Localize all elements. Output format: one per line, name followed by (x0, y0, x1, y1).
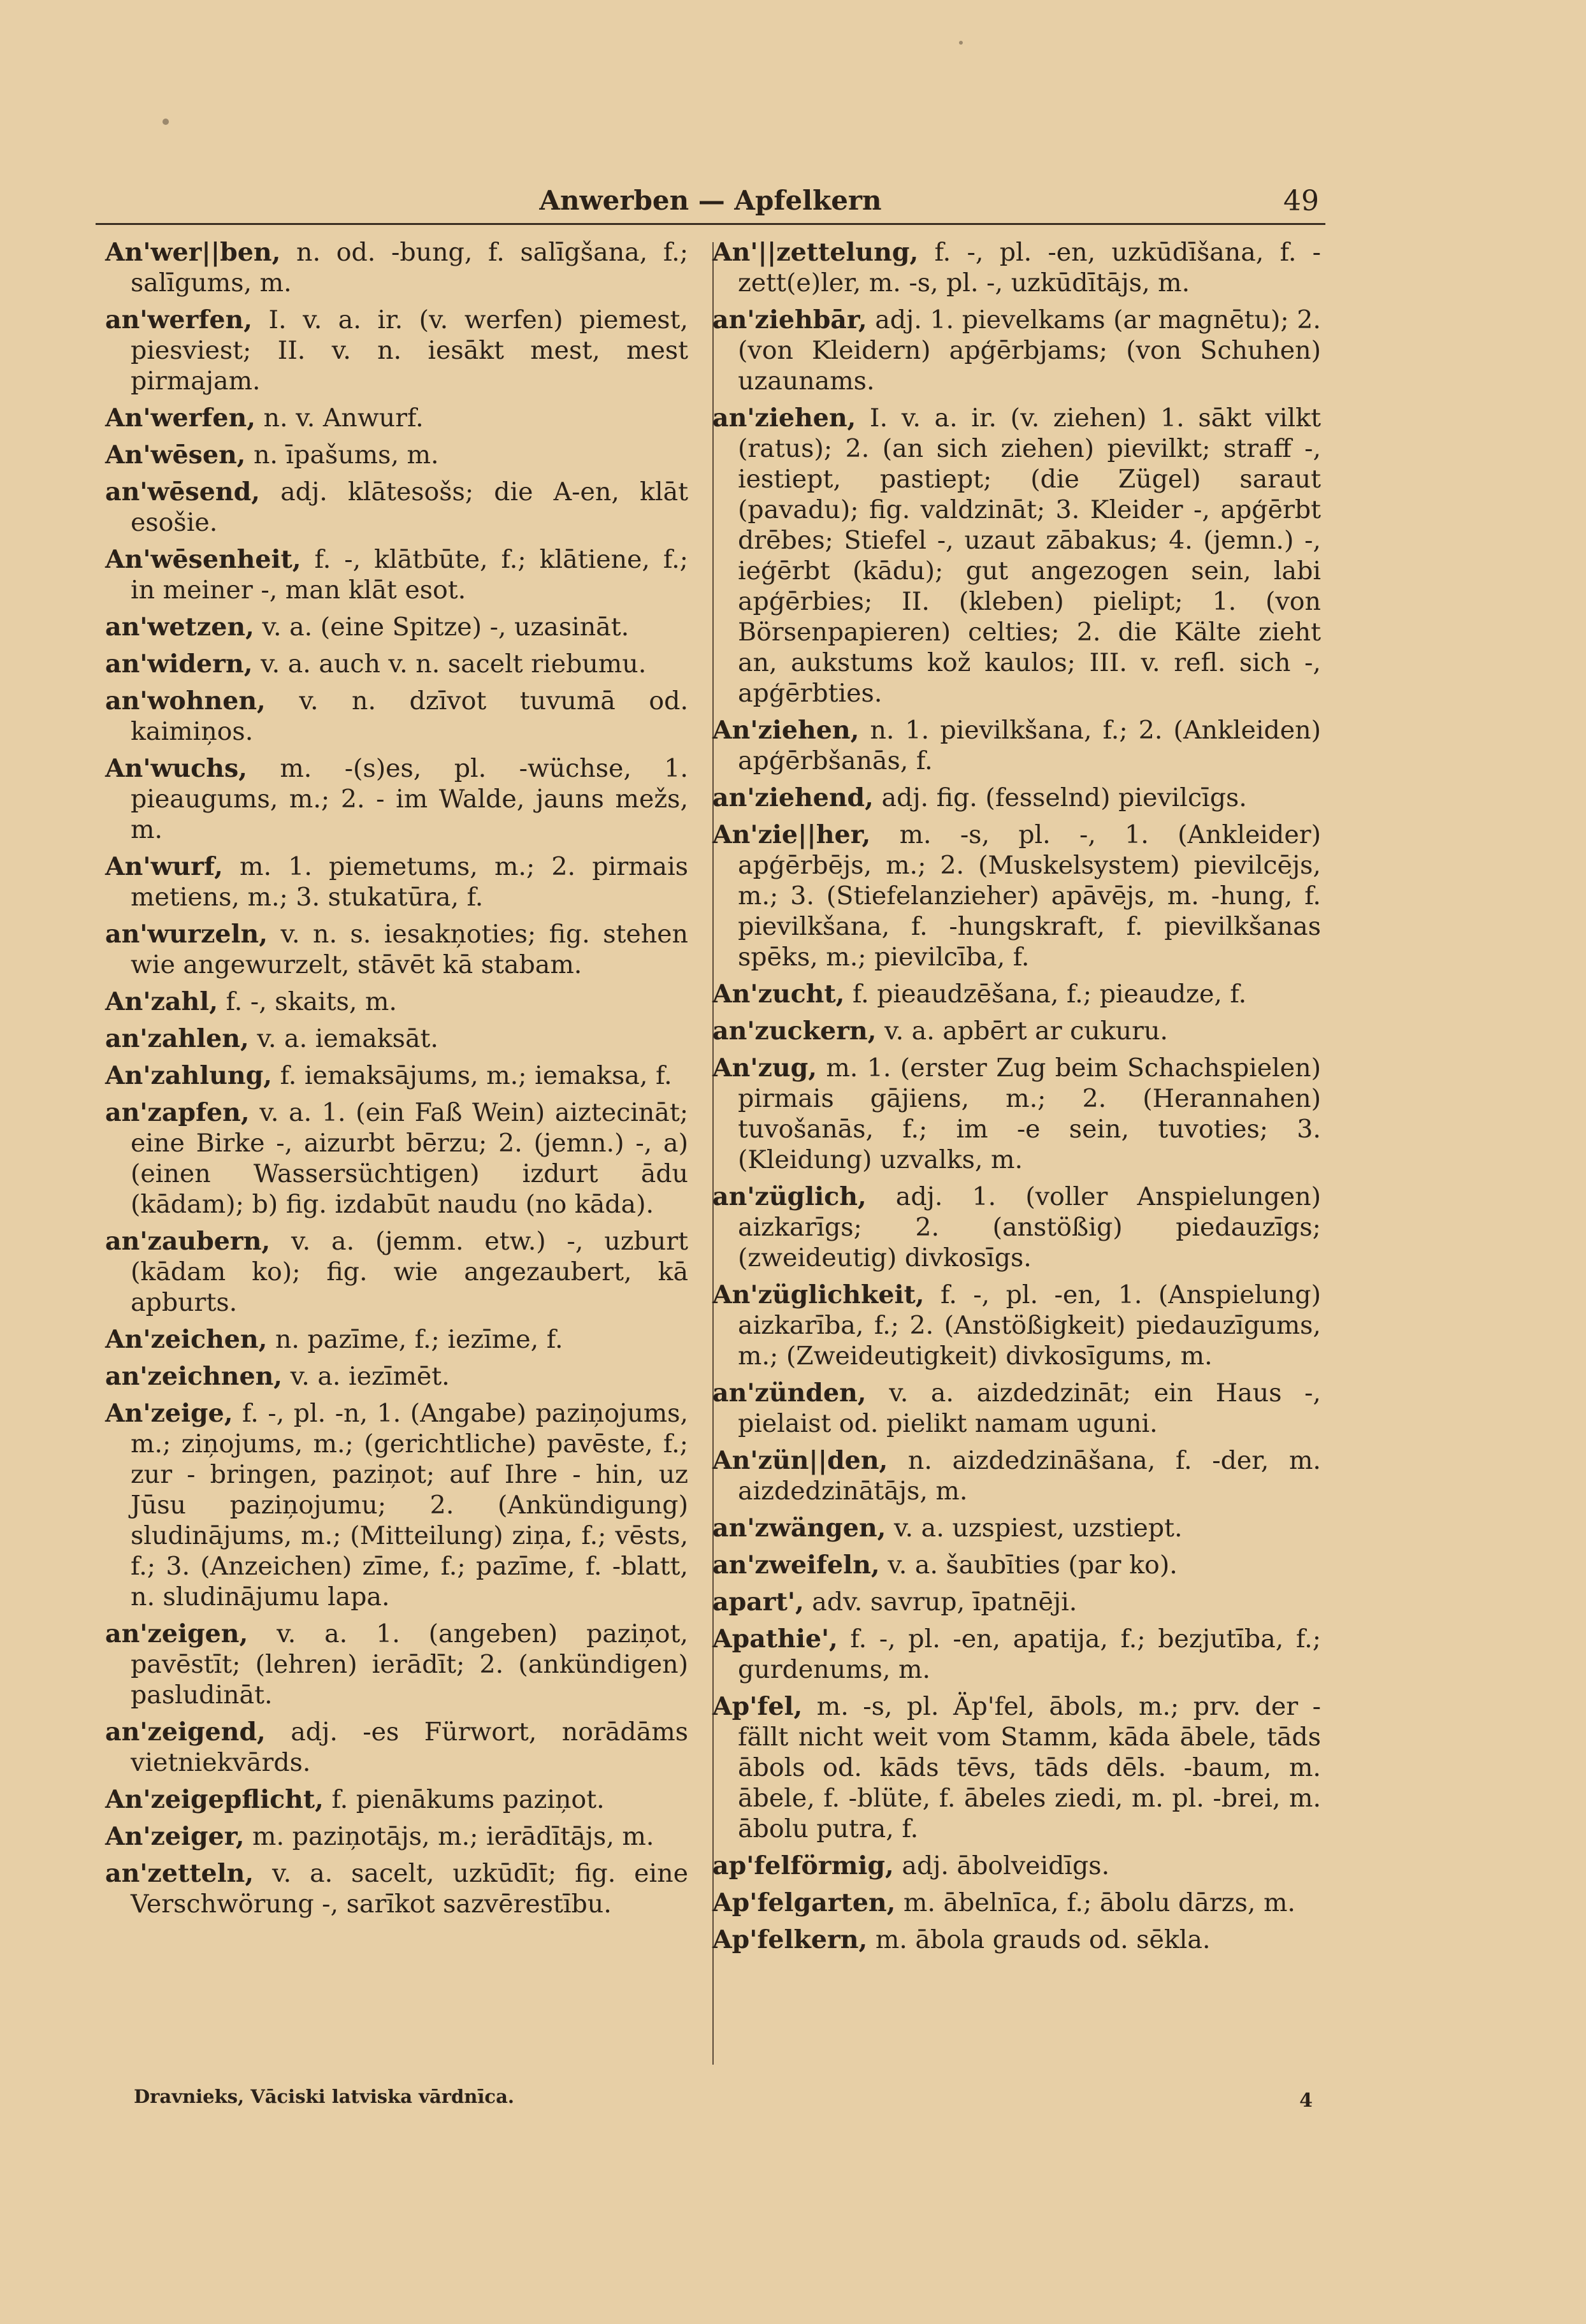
headword: An'ziehen, (712, 716, 860, 745)
headword: an'wurzeln, (105, 920, 268, 949)
definition: adj. klātesošs; die A-en, klāt esošie. (131, 477, 688, 537)
dictionary-entry (712, 1691, 1321, 1844)
definition: m. -s, pl. -, 1. (Ankleider) apģērbējs, m.; 2. (Muskelsystem) pievilcējs, m.; 3. (Stiefelanzieher) apāvējs, m. -hung, f. pievilkšana, f. -hungskraft, f. pievilkšanas spēks, m.; pievilcība, f. (738, 820, 1321, 972)
definition: v. a. 1. (ein Faß Wein) aiztecināt; eine Birke -, aizurbt bērzu; 2. (jemn.) -, a) (einen Wassersüchtigen) izdurt ādu (kādam); b) fig. izdabūt naudu (no kāda). (131, 1098, 688, 1219)
headword: an'wohnen, (105, 686, 266, 716)
definition: v. a. (jemm. etw.) -, uzburt (kādam ko); fig. wie angezaubert, kā apburts. (131, 1227, 688, 1317)
headword: an'zeichnen, (105, 1362, 283, 1391)
definition: adj. 1. (voller Anspielungen) aizkarīgs; 2. (anstößig) piedauzīgs; (zweideutig) divkosīgs. (738, 1182, 1321, 1273)
definition: f. -, pl. -n, 1. (Angabe) paziņojums, m.; ziņojums, m.; (gerichtliche) pavēste, f.; zur - bringen, paziņot; auf Ihre - hin, uz Jūsu paziņojumu; 2. (Ankündigung) sludinājums, m.; (Mitteilung) ziņa, f.; vēsts, f.; 3. (Anzeichen) zīme, f.; pazīme, f. -blatt, n. sludinājumu lapa. (131, 1399, 688, 1612)
headword: Ap'felkern, (712, 1925, 868, 1954)
dictionary-entry (105, 649, 688, 679)
dictionary-entry (105, 440, 688, 470)
dictionary-entry (712, 819, 1321, 972)
headword: An'zeichen, (105, 1325, 268, 1354)
definition: m. ābola grauds od. sēkla. (867, 1925, 1211, 1954)
definition: v. a. iezīmēt. (282, 1362, 450, 1391)
headword: An'zeigepflicht, (105, 1785, 324, 1814)
definition: v. a. sacelt, uzkūdīt; fig. eine Verschwörung -, sarīkot sazvērestību. (131, 1859, 688, 1919)
signature-mark: 4 (1299, 2089, 1313, 2112)
dictionary-entry (712, 237, 1321, 298)
definition: n. od. -bung, f. salīgšana, f.; salīgums, m. (131, 238, 688, 298)
definition: n. īpašums, m. (245, 440, 439, 470)
definition: f. -, pl. -en, apatija, f.; bezjutība, f.; gurdenums, m. (738, 1624, 1321, 1684)
headword: An'zug, (712, 1053, 817, 1083)
definition: v. a. uzspiest, uzstiept. (886, 1513, 1183, 1543)
dictionary-entry (105, 986, 688, 1017)
dictionary-entry (712, 1887, 1321, 1918)
dictionary-entry (712, 1513, 1321, 1543)
dictionary-entry (105, 919, 688, 980)
right-column (712, 237, 1321, 1961)
dictionary-entry (105, 1361, 688, 1392)
dictionary-entry (712, 1053, 1321, 1175)
headword: An'züglichkeit, (712, 1280, 925, 1310)
dictionary-entry (105, 305, 688, 396)
headword: an'wēsend, (105, 477, 260, 507)
dictionary-entry (105, 237, 688, 298)
definition: n. pazīme, f.; iezīme, f. (267, 1325, 563, 1354)
definition: m. 1. (erster Zug beim Schachspielen) pirmais gājiens, m.; 2. (Herannahen) tuvošanās, f.; im -e sein, tuvoties; 3. (Kleidung) uzvalks, m. (738, 1053, 1321, 1174)
dictionary-entry (105, 1324, 688, 1355)
headword: Ap'felgarten, (712, 1888, 896, 1917)
headword: An'zün||den, (712, 1446, 888, 1475)
dictionary-entry (712, 1924, 1321, 1955)
headword: an'zetteln, (105, 1859, 254, 1888)
definition: v. a. (eine Spitze) -, uzasināt. (254, 612, 630, 642)
definition: m. -(s)es, pl. -wüchse, 1. pieaugums, m.; 2. - im Walde, jauns mežs, m. (131, 754, 688, 844)
dictionary-entry (712, 1016, 1321, 1046)
definition: m. 1. piemetums, m.; 2. pirmais metiens, m.; 3. stukatūra, f. (131, 852, 688, 912)
dictionary-entry (712, 979, 1321, 1009)
dictionary-entry (712, 305, 1321, 396)
dictionary-entry (712, 1624, 1321, 1685)
headword: an'wetzen, (105, 612, 254, 642)
dictionary-entry (712, 403, 1321, 709)
headword: an'zaubern, (105, 1227, 271, 1256)
dictionary-entry (712, 715, 1321, 776)
definition: adj. fig. (fesselnd) pievilcīgs. (873, 783, 1247, 812)
definition: v. n. dzīvot tuvumā od. kaimiņos. (131, 686, 688, 746)
definition: f. iemaksājums, m.; iemaksa, f. (272, 1061, 672, 1090)
definition: m. ābelnīca, f.; ābolu dārzs, m. (895, 1888, 1295, 1917)
dictionary-entry (712, 1587, 1321, 1617)
definition: f. -, pl. -en, uzkūdīšana, f. -zett(e)ler, m. -s, pl. -, uzkūdītājs, m. (738, 238, 1321, 298)
definition: adj. 1. pievelkams (ar magnētu); 2. (von Kleidern) apģērbjams; (von Schuhen) uzaunams. (738, 305, 1321, 396)
dictionary-entry (105, 544, 688, 605)
definition: m. paziņotājs, m.; ierādītājs, m. (244, 1822, 654, 1851)
page-footer (134, 2086, 1313, 2124)
headword: an'zapfen, (105, 1098, 250, 1127)
headword: An'zeige, (105, 1399, 233, 1428)
dictionary-entry (105, 686, 688, 747)
dictionary-entry (712, 1280, 1321, 1371)
headword: an'widern, (105, 649, 253, 679)
dictionary-entry (105, 1060, 688, 1091)
source-note: Dravnieks, Vāciski latviska vārdnīca. (134, 2086, 514, 2107)
definition: n. v. Anwurf. (256, 403, 424, 433)
headword: An'wer||ben, (105, 238, 281, 267)
definition: adv. savrup, īpatnēji. (804, 1587, 1078, 1617)
dictionary-entry (105, 1619, 688, 1710)
headword: Ap'fel, (712, 1692, 803, 1721)
dictionary-entry (105, 1784, 688, 1815)
dictionary-entry (105, 1717, 688, 1778)
headword: an'ziehen, (712, 403, 856, 433)
headword: An'wēsen, (105, 440, 246, 470)
dictionary-entry (105, 1398, 688, 1612)
headword: an'zeigen, (105, 1619, 249, 1649)
paper-speck (959, 41, 963, 45)
headword: An'zahl, (105, 987, 218, 1016)
headword: An'wēsenheit, (105, 545, 301, 574)
headword: an'zünden, (712, 1378, 867, 1408)
dictionary-entry (105, 753, 688, 845)
definition: f. -, skaits, m. (217, 987, 397, 1016)
dictionary-entry (105, 1858, 688, 1919)
headword: an'werfen, (105, 305, 252, 335)
dictionary-entry (712, 783, 1321, 813)
dictionary-entry (712, 1445, 1321, 1506)
definition: f. pienākums paziņot. (323, 1785, 605, 1814)
definition: v. a. šaubīties (par ko). (879, 1550, 1178, 1580)
definition: I. v. a. ir. (v. ziehen) 1. sākt vilkt (ratus); 2. (an sich ziehen) pievilkt; straff -, iestiept, pastiept; (die Zügel) saraut (pavadu); fig. valdzināt; 3. Kleider -, apģērbt drēbes; Stiefel -, uzaut zābakus; 4. (jemn.) -, ieģērbt (kādu); gut angezogen sein, labi apģērbies; II. (kleben) pielipt; 1. (von Börsenpapieren) celties; 2. die Kälte zieht an, aukstums kož kaulos; III. v. refl. sich -, apģērbties. (738, 403, 1321, 708)
definition: v. n. s. iesakņoties; fig. stehen wie angewurzelt, stāvēt kā stabam. (131, 920, 688, 979)
headword: Apathie', (712, 1624, 838, 1654)
definition: v. a. 1. (angeben) paziņot, pavēstīt; (lehren) ierādīt; 2. (ankündigen) pasludināt. (131, 1619, 688, 1710)
dictionary-entry (105, 477, 688, 538)
headword: an'ziehbār, (712, 305, 867, 335)
definition: v. a. aizdedzināt; ein Haus -, pielaist od. pielikt namam uguni. (738, 1378, 1321, 1438)
definition: f. -, klātbūte, f.; klātiene, f.; in meiner -, man klāt esot. (131, 545, 688, 605)
definition: adj. ābolveidīgs. (893, 1851, 1110, 1880)
headword: an'zweifeln, (712, 1550, 880, 1580)
dictionary-entry (105, 1023, 688, 1054)
definition: n. aizdedzināšana, f. -der, m. aizdedzinātājs, m. (738, 1446, 1321, 1506)
headword: An'wuchs, (105, 754, 247, 783)
definition: f. -, pl. -en, 1. (Anspielung) aizkarība, f.; 2. (Anstößigkeit) piedauzīgums, m.; (Zweideutigkeit) divkosīgums, m. (738, 1280, 1321, 1371)
definition: I. v. a. ir. (v. werfen) piemest, piesviest; II. v. n. iesākt mest, mest pirmajam. (131, 305, 688, 396)
headword: An'zucht, (712, 979, 845, 1009)
definition: adj. -es Fürwort, norādāms vietniekvārds. (131, 1717, 688, 1777)
headword: An'zeiger, (105, 1822, 245, 1851)
dictionary-entry (105, 612, 688, 642)
headword: an'zahlen, (105, 1024, 249, 1053)
dictionary-entry (105, 1226, 688, 1318)
paper-speck (162, 119, 169, 125)
dictionary-entry (712, 1550, 1321, 1580)
headword: apart', (712, 1587, 804, 1617)
dictionary-entry (105, 1097, 688, 1220)
definition: v. a. apbērt ar cukuru. (876, 1016, 1168, 1046)
dictionary-entry (712, 1378, 1321, 1439)
running-head: Anwerben — Apfelkern (539, 185, 882, 216)
left-column (105, 237, 688, 1926)
headword: An'werfen, (105, 403, 256, 433)
dictionary-entry (712, 1181, 1321, 1273)
definition: v. a. auch v. n. sacelt riebumu. (252, 649, 647, 679)
page-header (96, 172, 1325, 225)
headword: an'zeigend, (105, 1717, 266, 1747)
page-number: 49 (1283, 185, 1319, 217)
definition: m. -s, pl. Äp'fel, ābols, m.; prv. der - fällt nicht weit vom Stamm, kāda ābele, tāds ābols od. kāds tēvs, tāds dēls. -baum, m. ābele, f. -blüte, f. ābeles ziedi, m. pl. -brei, m. ābolu putra, f. (738, 1692, 1321, 1844)
headword: An'zie||her, (712, 820, 871, 849)
dictionary-entry (105, 1821, 688, 1852)
headword: an'zuckern, (712, 1016, 877, 1046)
headword: an'züglich, (712, 1182, 867, 1211)
definition: f. pieaudzēšana, f.; pieaudze, f. (844, 979, 1247, 1009)
dictionary-entry (105, 403, 688, 433)
headword: An'zahlung, (105, 1061, 273, 1090)
definition: v. a. iemaksāt. (249, 1024, 438, 1053)
definition: n. 1. pievilkšana, f.; 2. (Ankleiden) apģērbšanās, f. (738, 716, 1321, 776)
dictionary-entry (712, 1851, 1321, 1881)
headword: an'ziehend, (712, 783, 874, 812)
headword: an'zwängen, (712, 1513, 886, 1543)
headword: An'||zettelung, (712, 238, 919, 267)
headword: An'wurf, (105, 852, 223, 881)
headword: ap'felförmig, (712, 1851, 894, 1880)
dictionary-entry (105, 851, 688, 913)
